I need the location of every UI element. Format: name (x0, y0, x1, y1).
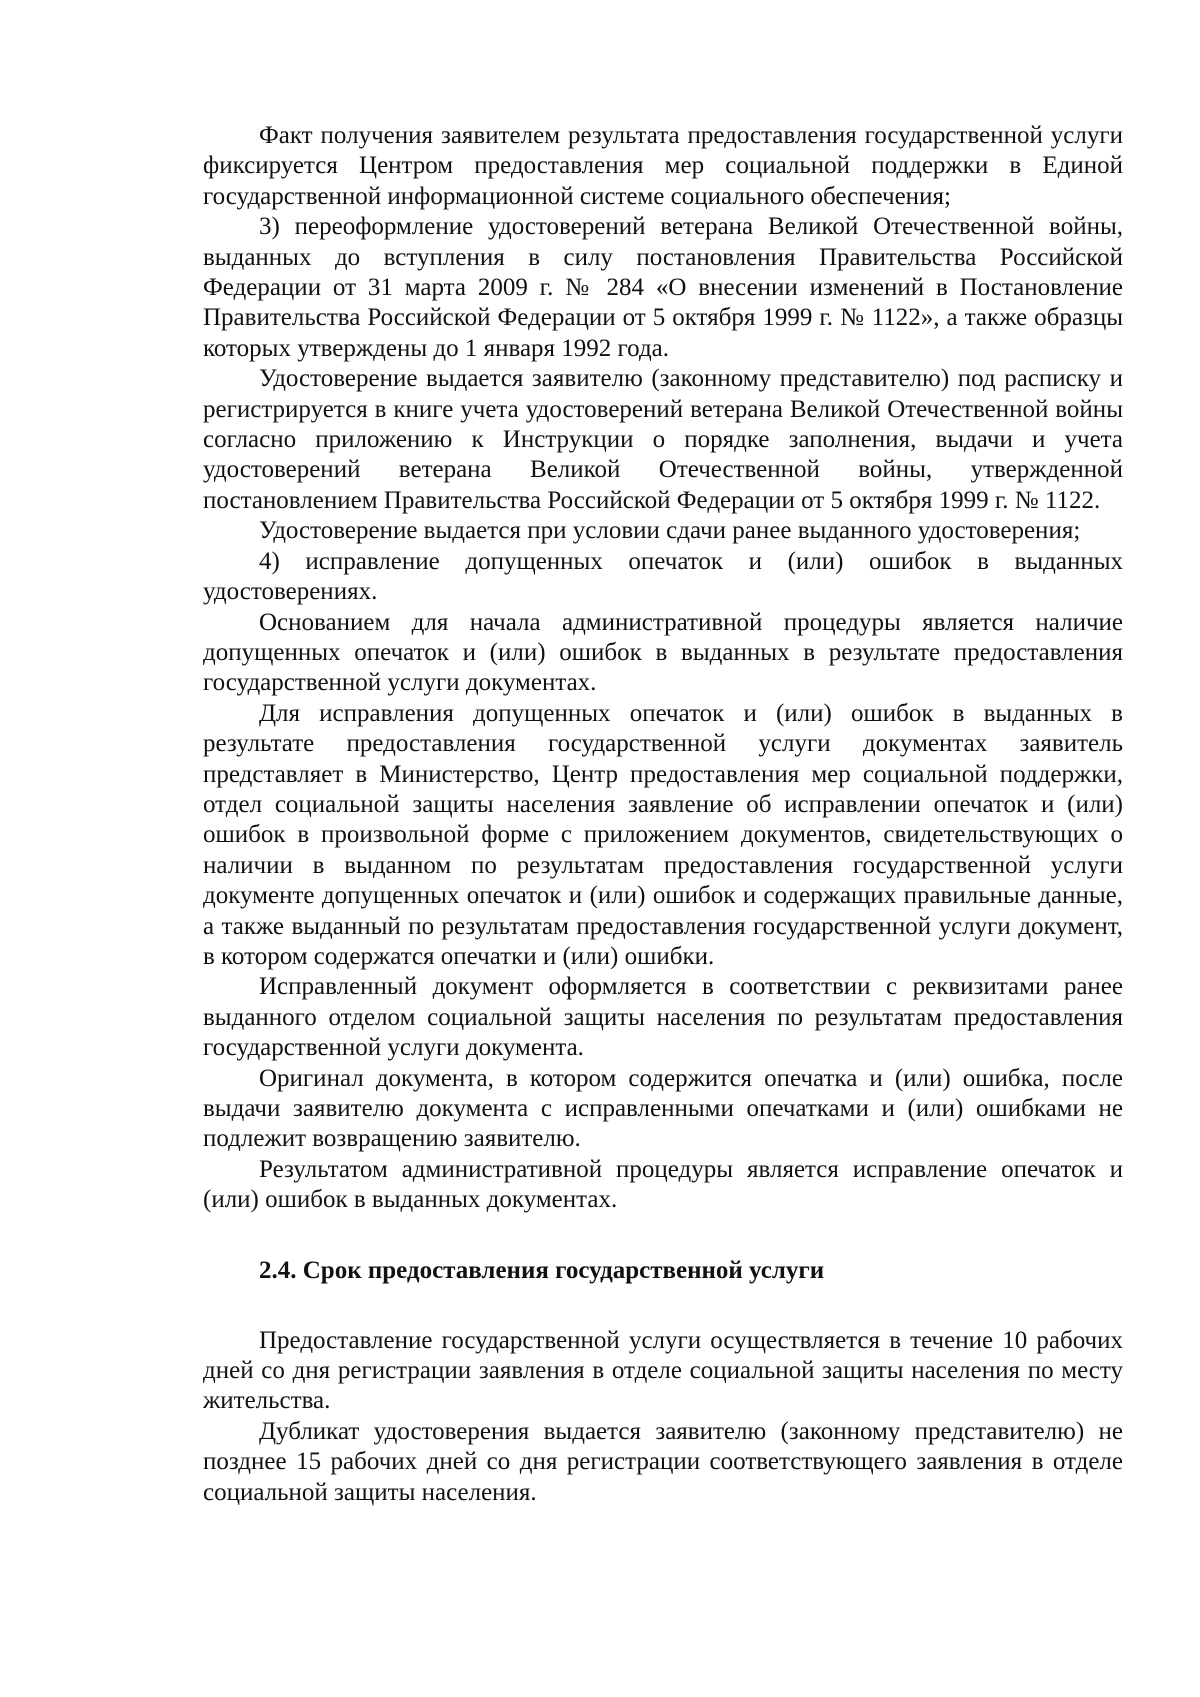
paragraph-fact-receipt: Факт получения заявителем результата предоставления государственной услуги фиксируется Центром предоставления мер социальной поддержки в Единой государственной информационной системе социального обеспечения; (203, 122, 1123, 210)
paragraph-correction-request: Для исправления допущенных опечаток и (или) ошибок в выданных в результате предоставления государственной услуги документах заявитель представляет в Министерство, Центр предоставления мер социальной поддержки, отдел социальной защиты населения заявление об исправлении опечаток и (или) ошибок в произвольной форме с приложением документов, свидетельствующих о наличии в выданном по результатам предоставления государственной услуги документе допущенных опечаток и (или) ошибок и содержащих правильные данные, а также выданный по результатам предоставления государственной услуги документ, в котором содержатся опечатки и (или) ошибки. (203, 699, 1123, 970)
paragraph-original-document: Оригинал документа, в котором содержится опечатка и (или) ошибка, после выдачи заявителю документа с исправленными опечатками и (или) ошибками не подлежит возвращению заявителю. (203, 1064, 1123, 1153)
paragraph-procedure-result: Результатом административной процедуры является исправление опечаток и (или) ошибок в выданных документах. (203, 1155, 1123, 1214)
paragraph-service-term: Предоставление государственной услуги осуществляется в течение 10 рабочих дней со дня регистрации заявления в отделе социальной защиты населения по месту жительства. (203, 1326, 1123, 1415)
paragraph-certificate-condition: Удостоверение выдается при условии сдачи ранее выданного удостоверения; (259, 517, 1081, 545)
paragraph-item-3-reissue: 3) переоформление удостоверений ветерана Великой Отечественной войны, выданных до вступления в силу постановления Правительства Российской Федерации от 31 марта 2009 г. № 284 «О внесении изменений в Постановление Правительства Российской Федерации от 5 октября 1999 г. № 1122», а также образцы которых утверждены до 1 января 1992 года. (203, 213, 1123, 362)
document-page (203, 121, 1123, 1508)
paragraph-certificate-issued: Удостоверение выдается заявителю (законному представителю) под расписку и регистрируется в книге учета удостоверений ветерана Великой Отечественной войны согласно приложению к Инструкции о порядке заполнения, выдачи и учета удостоверений ветерана Великой Отечественной войны, утвержденной постановлением Правительства Российской Федерации от 5 октября 1999 г. № 1122. (203, 365, 1123, 514)
paragraph-corrected-document: Исправленный документ оформляется в соответствии с реквизитами ранее выданного отделом социальной защиты населения по результатам предоставления государственной услуги документа. (203, 973, 1123, 1062)
paragraph-duplicate-term: Дубликат удостоверения выдается заявителю (законному представителю) не позднее 15 рабочих дней со дня регистрации соответствующего заявления в отделе социальной защиты населения. (203, 1417, 1123, 1506)
section-heading: 2.4. Срок предоставления государственной услуги (259, 1256, 825, 1284)
paragraph-item-4-corrections: 4) исправление допущенных опечаток и (или) ошибок в выданных удостоверениях. (203, 547, 1123, 606)
paragraph-procedure-basis: Основанием для начала административной процедуры является наличие допущенных опечаток и (или) ошибок в выданных в результате предоставления государственной услуги документах. (203, 608, 1123, 697)
